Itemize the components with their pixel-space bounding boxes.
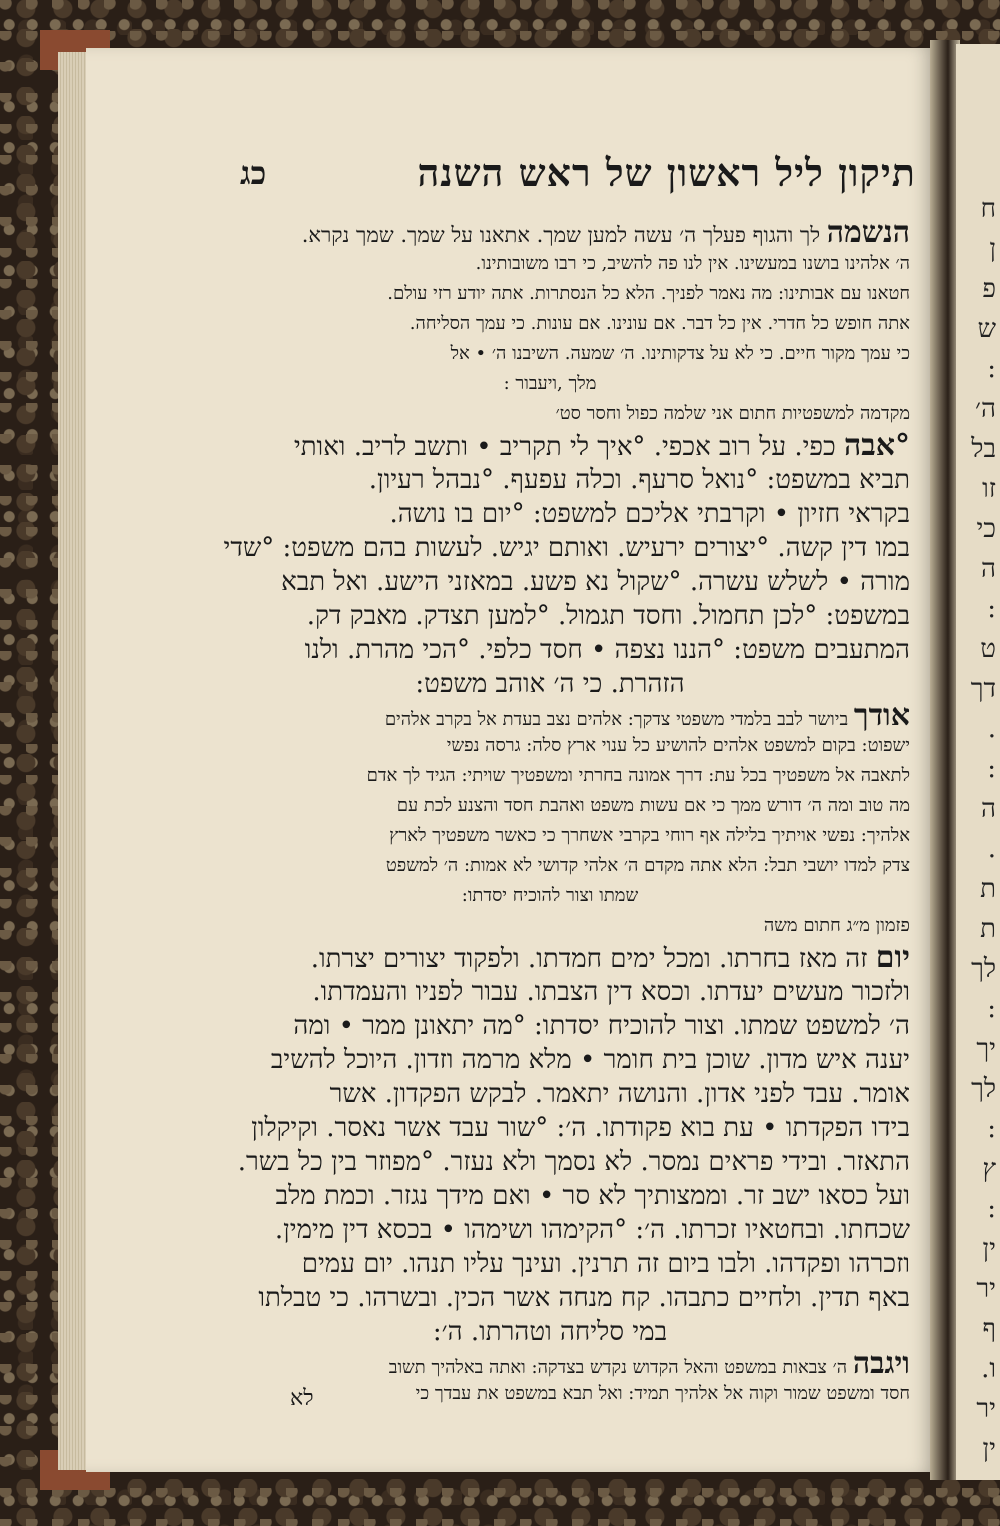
line-text: יענה איש מדון. שוכן בית חומר • מלא מרמה וזדון. היוכל להשיב xyxy=(270,1045,910,1075)
facing-page-text: : xyxy=(987,1194,996,1224)
line-text: אתה חופש כל חדרי. אין כל דבר. אם עונינו. אם עונות. כי עמך הסליחה. xyxy=(409,313,910,334)
text-line xyxy=(190,429,910,463)
facing-page-text: ט xyxy=(980,634,996,664)
text-line xyxy=(190,531,910,565)
text-line xyxy=(190,667,910,701)
line-text: מורה • לשלש עשרה. °שקול נא פשע. במאזני הישע. ואל תבא xyxy=(281,567,910,597)
text-line xyxy=(190,1043,910,1077)
facing-page-text: דך xyxy=(970,674,996,704)
facing-page-text: : xyxy=(987,994,996,1024)
text-line xyxy=(190,821,910,851)
line-text: שכחתו. ובחטאיו זכרתו. ה׳: °הקימהו ושימהו • בכסא דין מימין. xyxy=(274,1215,910,1245)
initial-word: אודך xyxy=(853,701,910,731)
text-line xyxy=(190,1213,910,1247)
line-text: חסד ומשפט שמור וקוה אל אלהיך תמיד: ואל תבא במשפט את עבדך כי xyxy=(415,1383,910,1404)
initial-word: יום xyxy=(875,941,910,975)
line-text: ה׳ אלהינו בושנו במעשינו. אין לנו פה להשיב, כי רבו משובותינו. xyxy=(475,253,910,274)
facing-page-text: . xyxy=(987,834,996,864)
line-text: במי סליחה וטהרתו. ה׳: xyxy=(432,1317,668,1347)
text-line xyxy=(190,1179,910,1213)
facing-page-text: לך xyxy=(971,1074,996,1104)
initial-word: הנשמה xyxy=(826,217,910,249)
text-line xyxy=(190,881,910,911)
line-text: כי עמך מקור חיים. כי לא על צדקותינו. ה׳ שמעה. השיבנו ה׳ • אל xyxy=(450,343,910,364)
line-text: אלהיך: נפשי אויתיך בלילה אף רוחי בקרבי אשחרך כי כאשר משפטיך לארץ xyxy=(389,825,910,846)
text-lines xyxy=(190,217,910,1409)
facing-page-text: ה xyxy=(981,554,996,584)
line-text: פזמון מ״ג חתום משה xyxy=(763,915,910,936)
text-line xyxy=(190,309,910,339)
facing-page-text: זו xyxy=(982,474,996,504)
facing-page-text: ח xyxy=(980,194,996,224)
line-text: התאזר. ובידי פראים נמסר. לא נסמך ולא נעזר. °מפוזר בין כל בשר. xyxy=(237,1147,910,1177)
line-text: מקדמה למשפטיות חתום אני שלמה כפול וחסר סט׳ xyxy=(555,403,910,424)
facing-page-text: כי xyxy=(976,514,996,544)
facing-page-text: ה׳ xyxy=(975,394,996,424)
text-line xyxy=(190,279,910,309)
facing-page-text: לך xyxy=(971,954,996,984)
line-text: המתעבים משפט: °הננו נצפה • חסד כלפי. °הכי מהרת. ולנו xyxy=(304,635,910,665)
line-text: ישפוט: בקום למשפט אלהים להושיע כל ענוי ארץ סלה: גרסה נפשי xyxy=(446,735,910,756)
facing-page-text: : xyxy=(987,354,996,384)
text-line xyxy=(190,911,910,941)
facing-page-text: יר xyxy=(976,1274,996,1304)
page-text xyxy=(190,150,916,1409)
line-text: ועל כסאו ישב זר. וממצותיך לא סר • ואם מידך נגזר. וכמת מלב xyxy=(275,1181,910,1211)
facing-page-text: : xyxy=(987,754,996,784)
facing-page-text: בל xyxy=(971,434,996,464)
text-line xyxy=(190,851,910,881)
facing-page-text: יך xyxy=(976,1034,996,1064)
initial-word: ויגבה xyxy=(852,1349,910,1379)
line-text: בידו הפקדתו • עת בוא פקודתו. ה׳: °שור עבד אשר נאסר. וקיקלון xyxy=(251,1113,910,1143)
text-line xyxy=(190,463,910,497)
facing-page-text: ץ xyxy=(982,1154,996,1184)
line-text: באף תדין. ולחיים כתבהו. קח מנחה אשר הכין. ובשרהו. כי טבלתו xyxy=(258,1283,910,1313)
page-edge xyxy=(58,52,88,1470)
text-line xyxy=(190,339,910,369)
text-line xyxy=(190,399,910,429)
text-line xyxy=(190,497,910,531)
text-line xyxy=(190,731,910,761)
line-text: מלך ,ויעבור : xyxy=(503,373,597,394)
text-line xyxy=(190,599,910,633)
initial-word: °אבה xyxy=(844,429,910,463)
line-text: בקראי חזיון • וקרבתי אליכם למשפט: °יום בו נושה. xyxy=(389,499,910,529)
line-text: שמתו וצור להוכיח יסדתו: xyxy=(461,885,639,906)
facing-page-text: יר xyxy=(976,1394,996,1424)
line-text: ביושר לבב בלמדי משפטי צדקך: אלהים נצב בעדת אל בקרב אלהים xyxy=(384,709,854,730)
text-line xyxy=(190,369,910,399)
text-line xyxy=(190,791,910,821)
running-header xyxy=(190,150,916,211)
facing-page-text: : xyxy=(987,1114,996,1144)
line-text: ה׳ צבאות במשפט והאל הקדוש נקדש בצדקה: ואתה באלהיך תשוב xyxy=(388,1357,853,1378)
line-text: אומר. עבד לפני אדון. והנושה יתאמר. לבקש הפקדון. אשר xyxy=(329,1079,910,1109)
page-number: כג xyxy=(240,154,267,192)
line-text: לך והגוף פעלך ה׳ עשה למען שמך. אתאנו על שמך. שמך נקרא. xyxy=(301,223,827,247)
line-text: כפי. על רוב אכפי. °איך לי תקריב • ותשב לריב. ואותי xyxy=(293,432,845,462)
facing-page-text: ת xyxy=(980,914,996,944)
text-line xyxy=(190,1281,910,1315)
text-line xyxy=(190,1247,910,1281)
line-text: מה טוב ומה ה׳ דורש ממך כי אם עשות משפט ואהבת חסד והצנע לכת עם xyxy=(396,795,910,816)
line-text: ה׳ למשפט שמתו. וצור להוכיח יסדתו: °מה יתאונן ממר • ומה xyxy=(293,1011,910,1041)
text-line xyxy=(190,701,910,731)
catchword: לא xyxy=(290,1386,314,1411)
text-line xyxy=(190,1145,910,1179)
text-line xyxy=(190,565,910,599)
text-line xyxy=(190,941,910,975)
text-line xyxy=(190,1315,910,1349)
page-title: תיקון ליל ראשון של ראש השנה xyxy=(417,150,916,195)
line-text: חטאנו עם אבותינו: מה נאמר לפניך. הלא כל הנסתרות. אתה יודע רזי עולם. xyxy=(387,283,910,304)
facing-page-text: ש xyxy=(977,314,996,344)
text-line xyxy=(190,249,910,279)
text-line xyxy=(190,1077,910,1111)
facing-page-fragment xyxy=(956,44,1000,1480)
text-line xyxy=(190,217,910,249)
facing-page-text: ו. xyxy=(981,1354,996,1384)
text-line xyxy=(190,1349,910,1379)
text-line xyxy=(190,1009,910,1043)
facing-page-text: ף xyxy=(982,1314,996,1344)
text-line xyxy=(190,633,910,667)
line-text: תביא במשפט: °נואל סרעף. וכלה עפעף. °נבהל רעיון. xyxy=(368,465,910,495)
facing-page-text: ן xyxy=(989,234,996,264)
text-line xyxy=(190,975,910,1009)
text-line xyxy=(190,761,910,791)
line-text: וזכרהו ופקדהו. ולבו ביום זה תרנין. ועינך עליו תנהו. יום עמים xyxy=(301,1249,910,1279)
facing-page-text: ין xyxy=(982,1434,996,1464)
line-text: במו דין קשה. °יצורים ירעיש. ואותם יגיש. לעשות בהם משפט: °שדי xyxy=(223,533,910,563)
facing-page-text: ת xyxy=(980,874,996,904)
line-text: ולזכור מעשים יעדתו. וכסא דין הצבתו. עבור לפניו והעמדתו. xyxy=(312,977,910,1007)
text-line xyxy=(190,1111,910,1145)
facing-page-text: ין xyxy=(982,1234,996,1264)
facing-page-text: ה xyxy=(981,794,996,824)
facing-page-text: : xyxy=(987,594,996,624)
line-text: במשפט: °לכן תחמול. וחסד תגמול. °למען תצדק. מאבק דק. xyxy=(306,601,910,631)
facing-page-text: פ xyxy=(982,274,996,304)
line-text: הזהרת. כי ה׳ אוהב משפט: xyxy=(415,669,685,699)
line-text: צדק למדו יושבי תבל: הלא אתה מקדם ה׳ אלהי קדושי לא אמות: ה׳ למשפט xyxy=(385,855,910,876)
line-text: לתאבה אל משפטיך בכל עת: דרך אמונה בחרתי ומשפטיך שויתי: הגיד לך אדם xyxy=(366,765,910,786)
facing-page-text: . xyxy=(987,714,996,744)
line-text: זה מאז בחרתו. ומכל ימים חמדתו. ולפקוד יצורים יצרתו. xyxy=(310,944,876,974)
